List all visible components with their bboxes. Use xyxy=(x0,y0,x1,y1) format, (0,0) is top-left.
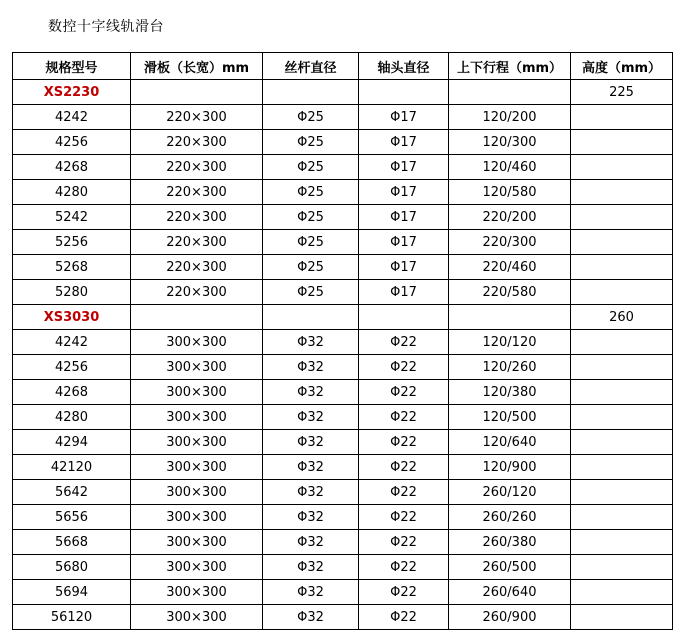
group-label-cell: XS3030 xyxy=(13,305,131,330)
table-cell: 5280 xyxy=(13,280,131,305)
table-cell: 225 xyxy=(571,80,673,105)
table-cell-empty xyxy=(449,80,571,105)
table-cell: Φ32 xyxy=(263,605,359,630)
table-cell-empty xyxy=(359,80,449,105)
table-cell: Φ25 xyxy=(263,230,359,255)
table-cell: 220/200 xyxy=(449,205,571,230)
table-row xyxy=(13,105,673,130)
table-cell-empty xyxy=(131,80,263,105)
table-row xyxy=(13,605,673,630)
table-row xyxy=(13,255,673,280)
table-cell: Φ22 xyxy=(359,455,449,480)
table-cell: Φ25 xyxy=(263,155,359,180)
table-cell: 300×300 xyxy=(131,355,263,380)
table-cell: 4280 xyxy=(13,180,131,205)
table-cell: 220×300 xyxy=(131,205,263,230)
table-body xyxy=(13,80,673,630)
table-cell: 120/900 xyxy=(449,455,571,480)
table-header xyxy=(13,53,673,80)
table-cell: Φ17 xyxy=(359,205,449,230)
table-cell: 120/460 xyxy=(449,155,571,180)
table-cell: 300×300 xyxy=(131,580,263,605)
table-cell: 5256 xyxy=(13,230,131,255)
table-cell-empty xyxy=(571,155,673,180)
column-header-plate-size: 滑板（长宽）mm xyxy=(131,53,263,80)
table-cell: 56120 xyxy=(13,605,131,630)
table-cell: Φ17 xyxy=(359,280,449,305)
table-cell-empty xyxy=(571,480,673,505)
table-cell: 220/300 xyxy=(449,230,571,255)
table-cell-empty xyxy=(571,355,673,380)
column-header-travel: 上下行程（mm） xyxy=(449,53,571,80)
table-cell: 300×300 xyxy=(131,405,263,430)
table-cell: Φ22 xyxy=(359,355,449,380)
table-cell: 120/120 xyxy=(449,330,571,355)
table-cell: Φ22 xyxy=(359,330,449,355)
table-cell: 4256 xyxy=(13,355,131,380)
table-cell: Φ22 xyxy=(359,430,449,455)
table-cell: Φ17 xyxy=(359,255,449,280)
table-row xyxy=(13,155,673,180)
table-cell: Φ32 xyxy=(263,355,359,380)
table-cell: 300×300 xyxy=(131,555,263,580)
table-cell: 5642 xyxy=(13,480,131,505)
table-cell: 300×300 xyxy=(131,330,263,355)
table-row xyxy=(13,505,673,530)
table-cell: 220×300 xyxy=(131,280,263,305)
table-cell-empty xyxy=(263,305,359,330)
table-cell: 220×300 xyxy=(131,105,263,130)
column-header-height: 高度（mm） xyxy=(571,53,673,80)
table-cell: Φ22 xyxy=(359,405,449,430)
table-row xyxy=(13,130,673,155)
table-cell: 300×300 xyxy=(131,430,263,455)
table-cell: Φ32 xyxy=(263,505,359,530)
table-cell: 4242 xyxy=(13,330,131,355)
table-cell: 4268 xyxy=(13,380,131,405)
table-cell-empty xyxy=(359,305,449,330)
table-cell: 220/580 xyxy=(449,280,571,305)
table-row xyxy=(13,580,673,605)
table-cell: Φ25 xyxy=(263,205,359,230)
table-cell: 120/380 xyxy=(449,380,571,405)
table-row xyxy=(13,380,673,405)
table-cell: 260/120 xyxy=(449,480,571,505)
table-row xyxy=(13,230,673,255)
table-cell-empty xyxy=(571,330,673,355)
table-cell: 120/300 xyxy=(449,130,571,155)
table-cell: Φ32 xyxy=(263,530,359,555)
table-cell: Φ22 xyxy=(359,380,449,405)
table-cell: Φ17 xyxy=(359,155,449,180)
table-cell: Φ25 xyxy=(263,130,359,155)
table-cell-empty xyxy=(571,380,673,405)
table-cell: Φ25 xyxy=(263,105,359,130)
column-header-screw-diameter: 丝杆直径 xyxy=(263,53,359,80)
table-cell-empty xyxy=(571,255,673,280)
table-cell: 4280 xyxy=(13,405,131,430)
table-row xyxy=(13,430,673,455)
table-cell: 5668 xyxy=(13,530,131,555)
table-cell-empty xyxy=(571,505,673,530)
table-header-row xyxy=(13,53,673,80)
table-cell: 300×300 xyxy=(131,380,263,405)
spec-table-container xyxy=(12,52,672,630)
table-cell: 300×300 xyxy=(131,455,263,480)
table-cell-empty xyxy=(571,530,673,555)
table-cell: Φ32 xyxy=(263,380,359,405)
column-header-model: 规格型号 xyxy=(13,53,131,80)
table-cell: 260/900 xyxy=(449,605,571,630)
table-cell: 260/260 xyxy=(449,505,571,530)
table-cell: Φ32 xyxy=(263,455,359,480)
table-row xyxy=(13,530,673,555)
table-cell: 300×300 xyxy=(131,505,263,530)
table-cell-empty xyxy=(571,580,673,605)
table-cell: Φ17 xyxy=(359,230,449,255)
table-cell-empty xyxy=(571,230,673,255)
table-row xyxy=(13,405,673,430)
table-cell: Φ17 xyxy=(359,105,449,130)
column-header-shaft-diameter: 轴头直径 xyxy=(359,53,449,80)
table-cell: Φ22 xyxy=(359,580,449,605)
table-cell-empty xyxy=(571,555,673,580)
table-cell: 300×300 xyxy=(131,480,263,505)
table-cell: 300×300 xyxy=(131,530,263,555)
table-cell: 300×300 xyxy=(131,605,263,630)
table-cell-empty xyxy=(449,305,571,330)
table-cell: 220×300 xyxy=(131,230,263,255)
page-title: 数控十字线轨滑台 xyxy=(48,19,164,35)
table-cell: 42120 xyxy=(13,455,131,480)
table-cell-empty xyxy=(571,130,673,155)
table-cell: 5656 xyxy=(13,505,131,530)
table-row xyxy=(13,455,673,480)
table-cell: 220×300 xyxy=(131,130,263,155)
table-cell-empty xyxy=(571,430,673,455)
table-row xyxy=(13,555,673,580)
table-cell: 4268 xyxy=(13,155,131,180)
table-cell: Φ17 xyxy=(359,180,449,205)
table-cell: Φ25 xyxy=(263,255,359,280)
table-cell: Φ32 xyxy=(263,405,359,430)
table-cell-empty xyxy=(571,105,673,130)
table-cell-empty xyxy=(571,280,673,305)
table-cell: 120/580 xyxy=(449,180,571,205)
table-cell: 5694 xyxy=(13,580,131,605)
table-cell: 260 xyxy=(571,305,673,330)
table-row xyxy=(13,355,673,380)
table-cell: 4294 xyxy=(13,430,131,455)
table-cell: 120/260 xyxy=(449,355,571,380)
table-cell: Φ22 xyxy=(359,530,449,555)
table-cell: Φ32 xyxy=(263,480,359,505)
table-cell: 260/500 xyxy=(449,555,571,580)
table-cell-empty xyxy=(263,80,359,105)
table-cell: Φ32 xyxy=(263,430,359,455)
table-cell: Φ22 xyxy=(359,505,449,530)
table-cell: Φ32 xyxy=(263,580,359,605)
table-cell-empty xyxy=(571,205,673,230)
table-row xyxy=(13,80,673,105)
table-cell-empty xyxy=(571,605,673,630)
table-cell: 120/500 xyxy=(449,405,571,430)
group-label-cell: XS2230 xyxy=(13,80,131,105)
table-cell: Φ25 xyxy=(263,180,359,205)
table-cell-empty xyxy=(131,305,263,330)
table-cell: Φ22 xyxy=(359,605,449,630)
table-cell: 220/460 xyxy=(449,255,571,280)
table-cell-empty xyxy=(571,180,673,205)
table-cell: 5242 xyxy=(13,205,131,230)
table-cell-empty xyxy=(571,455,673,480)
table-cell: 260/380 xyxy=(449,530,571,555)
table-row xyxy=(13,180,673,205)
table-cell: Φ17 xyxy=(359,130,449,155)
table-cell: 120/640 xyxy=(449,430,571,455)
table-cell: 5680 xyxy=(13,555,131,580)
table-row xyxy=(13,480,673,505)
spec-table xyxy=(12,52,673,630)
table-cell: 4242 xyxy=(13,105,131,130)
table-cell: Φ22 xyxy=(359,480,449,505)
table-cell-empty xyxy=(571,405,673,430)
table-cell: 5268 xyxy=(13,255,131,280)
table-row xyxy=(13,305,673,330)
table-cell: Φ22 xyxy=(359,555,449,580)
table-cell: 220×300 xyxy=(131,180,263,205)
table-cell: 4256 xyxy=(13,130,131,155)
table-cell: Φ32 xyxy=(263,330,359,355)
table-cell: 120/200 xyxy=(449,105,571,130)
table-cell: 260/640 xyxy=(449,580,571,605)
table-cell: 220×300 xyxy=(131,255,263,280)
table-cell: Φ25 xyxy=(263,280,359,305)
table-row xyxy=(13,205,673,230)
table-row xyxy=(13,280,673,305)
table-cell: 220×300 xyxy=(131,155,263,180)
table-row xyxy=(13,330,673,355)
table-cell: Φ32 xyxy=(263,555,359,580)
